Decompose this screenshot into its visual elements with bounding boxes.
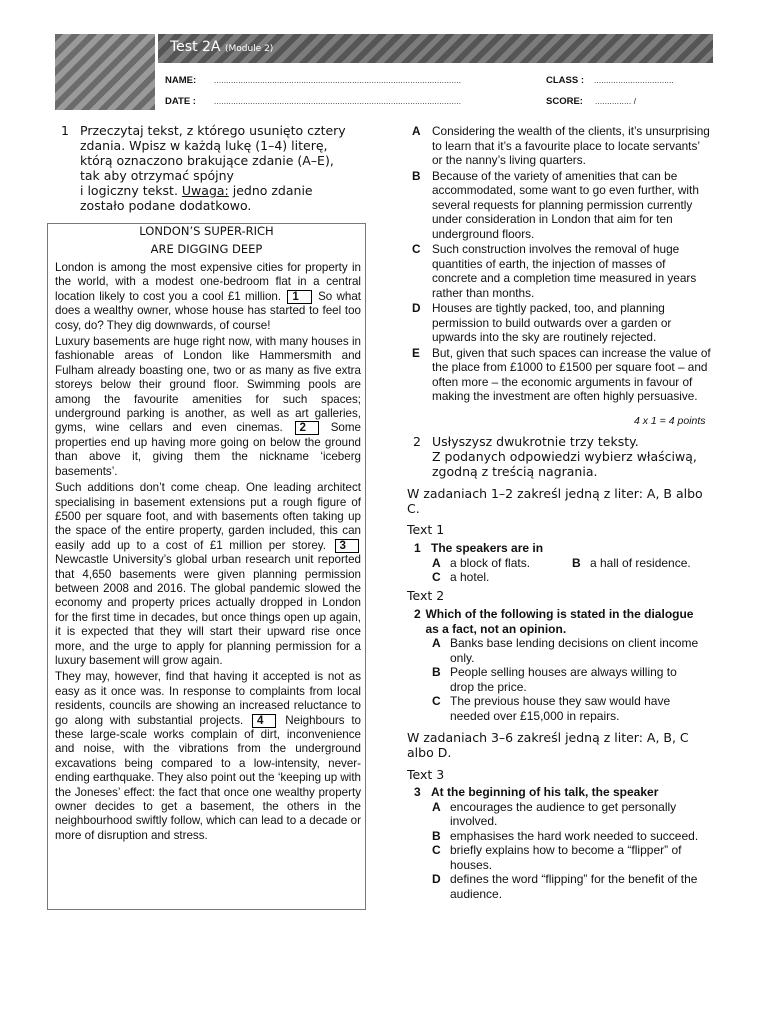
name-row: NAME:: [165, 75, 197, 86]
question-3: 3 At the beginning of his talk, the speaker A encourages the audience to get personally involved. B emphasises the hard work needed to succeed. C briefly explains how to become a “flipper” of houses. D defines the word “flipping” for the benefit of the audience.: [414, 785, 704, 901]
points-note: 4 x 1 = 4 points: [634, 415, 706, 427]
task1-number: 1: [61, 123, 69, 138]
question-2: 2 Which of the following is stated in the dialogue as a fact, not an opinion. A Banks base lending decisions on client income only. B People selling houses are always willing to drop the price. C The previous house they saw would have needed over £15,000 in repairs.: [414, 607, 704, 723]
option-a: A Considering the wealth of the clients, it’s unsurprising to learn that it’s a favourite place to locate servants’ or the nanny’s living quarters.: [412, 124, 710, 167]
task2-instructions: Usłyszysz dwukrotnie trzy teksty. Z podanych odpowiedzi wybierz właściwą, zgodną z treścią nagrania.: [432, 434, 697, 479]
paragraph-3: Such additions don’t come cheap. One leading architect specialising in basement extensions put a rough figure of £500 per square foot, and with basements often taking up the space of the entire property, garden included, this can easily add up to a cost of £1 million per storey. 3 Newcastle University’s global urban research unit reported that 4,650 basements were given planning permission between 2008 and 2016. The global pandemic slowed the economy and property prices actually dropped in London for the first time in decades, but once things open up again, it is expected that they will start their upward rise once more, and the urge to apply for planning permission for a luxury basement will grow again.: [55, 481, 361, 667]
text2-label: Text 2: [407, 588, 445, 603]
class-field[interactable]: .................................: [594, 76, 674, 85]
option-d: D Houses are tightly packed, too, and planning permission to build outwards over a garden or upwards into the sky are routinely rejected.: [412, 301, 672, 344]
option-b: B Because of the variety of amenities that can be accommodated, some want to go even further, with several requests for planning permission currently under consideration in London that aim for ten underground floors.: [412, 168, 699, 241]
name-field[interactable]: ......................................................................................................: [214, 76, 462, 85]
paragraph-4: They may, however, find that having it accepted is not as easy as it once was. In response to complaints from local residents, councils are showing an increased reluctance to go along with substantial projects. 4 Neighbours to these large-scale works complain of dirt, inconvenience and noise, with the vibrations from the underground excavations being compared to a low-intensity, never-ending earthquake. They also point out the ‘keeping up with the Joneses’ effect: the fact that once one wealthy property owner decides to get a basement, the others in the neighbourhood swiftly follow, which can lead to a decade or more of disruption and stress.: [55, 670, 361, 842]
option-c: C Such construction involves the removal of huge quantities of earth, the injection of masses of concrete and a completion time measured in years rather than months.: [412, 242, 697, 300]
question-1: 1 The speakers are in A a block of flats. B a hall of residence. C a hotel.: [414, 541, 714, 585]
paragraph-2: Luxury basements are huge right now, with many houses in fashionable areas of London like Hammersmith and Fulham already boasting one, two or as many as five extra storeys below their ground floor. Swimming pools are among the favourite amenities for such spaces; underground parking is another, as well as art galleries, gyms, wine cellars and even cinemas. 2 Some properties end up having more going on below the ground than above it, giving them the nickname ‘iceberg basements’.: [55, 335, 361, 478]
test-title: Test 2A (Module 2): [170, 39, 274, 55]
class-label: CLASS :: [546, 75, 584, 86]
q3-answer-d[interactable]: D defines the word “flipping” for the benefit of the audience.: [432, 872, 698, 901]
text1-label: Text 1: [407, 522, 445, 537]
option-e: E But, given that such spaces can increase the value of the place from £1000 to £1500 per square foot – and often more – the economic arguments in favour of making the investment are often highly persuasive.: [412, 345, 711, 403]
q3-answer-a[interactable]: A encourages the audience to get personally involved.: [432, 799, 677, 828]
options-list: [412, 124, 712, 405]
q1-answer-a[interactable]: A a block of flats.: [432, 555, 531, 570]
task2-instr-1-2: W zadaniach 1–2 zakreśl jedną z liter: A, B albo C.: [407, 486, 703, 516]
gap-2-box[interactable]: 2: [295, 421, 319, 435]
task1-instructions: Przeczytaj tekst, z którego usunięto cztery zdania. Wpisz w każdą lukę (1–4) literę, którą oznaczono brakujące zdanie (A–E), tak aby otrzymać spójny i logiczny tekst. Uwaga: jedno zdanie zostało podane dodatkowo.: [80, 123, 346, 213]
date-label: DATE :: [165, 96, 196, 107]
q2-answer-c[interactable]: C The previous house they saw would have needed over £15,000 in repairs.: [432, 694, 671, 723]
task2-number: 2: [413, 434, 421, 449]
q3-answer-c[interactable]: C briefly explains how to become a “flipper” of houses.: [432, 843, 682, 872]
article-title: LONDON’S SUPER-RICH ARE DIGGING DEEP: [139, 224, 274, 256]
task2-instr-3-6: W zadaniach 3–6 zakreśl jedną z liter: A, B, C albo D.: [407, 730, 689, 760]
q2-answer-a[interactable]: A Banks base lending decisions on client income only.: [432, 636, 699, 665]
q1-answer-b[interactable]: B a hall of residence.: [572, 555, 691, 570]
q2-answer-b[interactable]: B People selling houses are always willing to drop the price.: [432, 665, 677, 694]
score-label: SCORE:: [546, 96, 583, 107]
header-decoration: [55, 34, 155, 110]
text3-label: Text 3: [407, 767, 445, 782]
gap-4-box[interactable]: 4: [252, 714, 276, 728]
article-text: [55, 261, 361, 845]
gap-3-box[interactable]: 3: [335, 539, 359, 553]
q3-answer-b[interactable]: B emphasises the hard work needed to succeed.: [432, 828, 699, 843]
gap-1-box[interactable]: 1: [287, 290, 311, 304]
paragraph-1: London is among the most expensive cities for property in the world, with a modest one-bedroom flat in a central location likely to cost you a cool £1 million. 1 So what does a wealthy owner, whose house has started to feel too cosy, do? They dig downwards, of course!: [55, 261, 361, 332]
score-field[interactable]: ............... /: [595, 97, 637, 106]
date-field[interactable]: ......................................................................................................: [214, 97, 462, 106]
q1-answer-c[interactable]: C a hotel.: [432, 570, 490, 584]
